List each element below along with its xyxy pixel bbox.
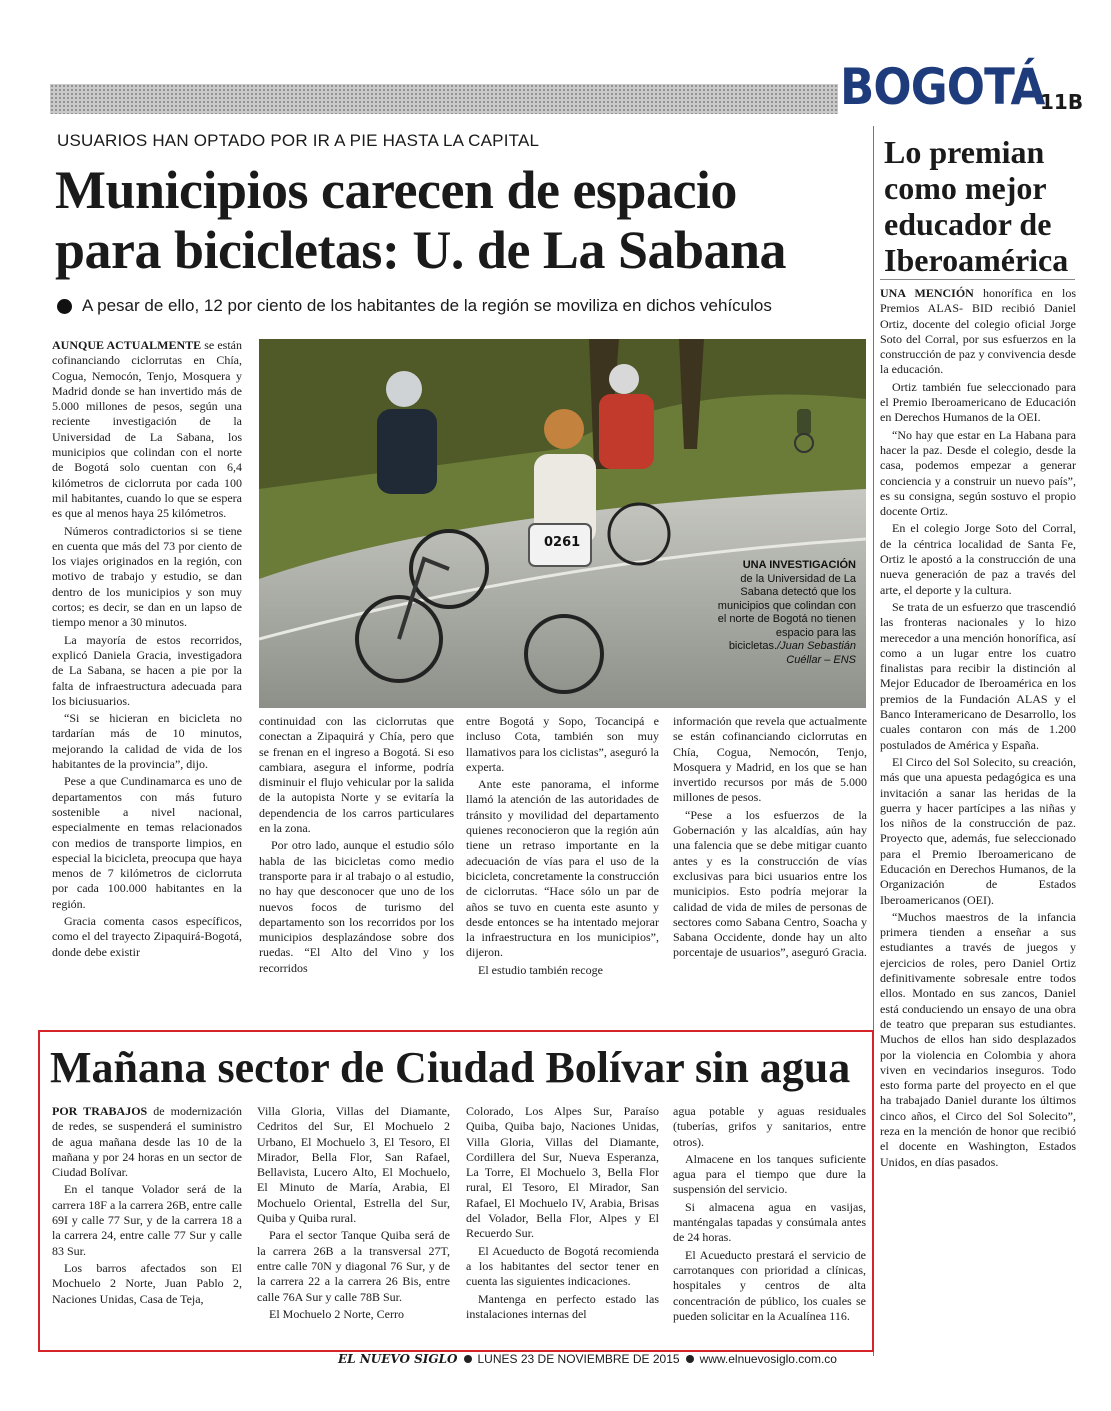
main-col1-para-1 xyxy=(52,338,242,522)
sidebar-headline xyxy=(884,134,1084,278)
box-col3-para-3: Mantenga en perfecto estado las instalaciones internas del xyxy=(466,1291,659,1321)
main-col1-para-4: “Si se hicieran en bicicleta no tardarían más de 10 minutos, mejorando la calidad de vida de los habitantes de la provincia”, dijo. xyxy=(52,711,242,772)
box-col4-para-1: agua potable y aguas residuales (tuberías, grifos y sanitarios, entre otros). xyxy=(673,1104,866,1149)
box-lead: POR TRABAJOS xyxy=(52,1104,148,1118)
bib-number: 0261 xyxy=(544,535,581,550)
box-col4-para-3: Si almacena agua en vasijas, manténgalas tapadas y consúmala antes de 24 horas. xyxy=(673,1199,866,1245)
box-column-4 xyxy=(673,1104,866,1326)
sidebar-para-1 xyxy=(880,286,1076,378)
photo-caption-lead: UNA INVESTIGACIÓN xyxy=(742,559,856,571)
main-col3-para-1: entre Bogotá y Sopo, Tocancipá e incluso Cota, también son muy llamativos para los ciclistas”, aseguró la experta. xyxy=(466,714,659,774)
main-col4-para-2: “Pese a los esfuerzos de la Gobernación y las alcaldías, aún hay una falencia que se debe mitigar cuanto antes y es la construcción de vías exclusivas para bici usuarios entre los municipios. Esto podría mejorar la calidad de vida de miles de personas de sectores como Sabana Centro, Soacha y Sabana Occidente, donde hay un alto porcentaje de usuarios”, aseguró Gracia. xyxy=(673,807,867,960)
main-deck-text: A pesar de ello, 12 por ciento de los habitantes de la región se moviliza en dichos vehículos xyxy=(82,296,772,315)
box-col2-para-2: Para el sector Tanque Quiba será de la carrera 26B a la transversal 27T, entre calle 70N y diagonal 76 Sur, y de la carrera 22 a la carrera 26 Bis, entre calle 76A Sur y calle 78B Sur. xyxy=(257,1228,450,1304)
footer-date: LUNES 23 DE NOVIEMBRE DE 2015 xyxy=(477,1352,680,1366)
box-col3-para-1: Colorado, Los Alpes Sur, Paraíso Quiba, Quiba bajo, Naciones Unidas, Villa Gloria, Villas del Diamante, Cordillera del Sur, Nueva Esperanza, La Torre, El Mochuelo 3, Bella Flor rural, El Tesoro, El Mirador, San Rafael, El Mochuelo IV, Arabia, Brisas del Volador, Bella Flor, Alpes y El Recuerdo Sur. xyxy=(466,1104,659,1241)
main-headline xyxy=(55,160,865,280)
sidebar-para-4: En el colegio Jorge Soto del Corral, de la céntrica localidad de Santa Fe, Ortiz le apostó a la construcción de una nueva generación de paz a través del arte, el deporte y la cultura. xyxy=(880,521,1076,597)
main-column-3 xyxy=(466,714,659,980)
main-lead: AUNQUE ACTUALMENTE xyxy=(52,338,202,352)
main-column-2 xyxy=(259,714,454,978)
box-col1-para-3: Los barros afectados son El Mochuelo 2 Norte, Juan Pablo 2, Naciones Unidas, Casa de Teja, xyxy=(52,1260,242,1306)
section-title: BOGOTÁ xyxy=(840,58,1045,116)
main-headline-line-2: para bicicletas: U. de La Sabana xyxy=(55,220,787,280)
sidebar-headline-line-1: Lo premian xyxy=(884,134,1045,170)
main-col1-para-5: Pese a que Cundinamarca es uno de departamentos con más futuro sostenible a nivel nacional, especialmente en temas relacionados con medios de transporte limpios, en especial la bicicleta, preocupa que haya menos de 7 kilómetros de ciclorruta por cada 100.000 habitantes en la región. xyxy=(52,774,242,911)
box-col1-para-1 xyxy=(52,1104,242,1180)
photo-caption xyxy=(711,559,856,667)
main-headline-line-1: Municipios carecen de espacio xyxy=(55,160,737,220)
main-kicker: USUARIOS HAN OPTADO POR IR A PIE HASTA LA CAPITAL xyxy=(57,131,540,150)
box-col3-para-2: El Acueducto de Bogotá recomienda a los habitantes del sector tener en cuenta las siguientes indicaciones. xyxy=(466,1243,659,1289)
sidebar-para-7: “Muchos maestros de la infancia primera tienden a enseñar a sus estudiantes a través de juegos y ejercicios de roles, pero Daniel Ortiz definitivamente sobresale entre todos ellos. Montado en sus zancos, Daniel está conduciendo un ensayo de una obra de teatro que preparan sus estudiantes. Muchos de ellos han sido desplazados por la violencia en Colombia y ahora viven en vecindarios inseguros. Todo esto forma parte del proyecto en el que ha trabajado Daniel durante los últimos cinco años, el Circo del Sol Solecito”, reza en la mención de honor que recibió el docente en Washington, Estados Unidos, en días pasados. xyxy=(880,909,1076,1169)
sidebar-para-6: El Circo del Sol Solecito, su creación, más que una apuesta pedagógica es una invitación a sanar las heridas de la guerra y hacer partícipes a las niñas y los niños de la construcción de paz. Proyecto que, además, fue seleccionado para el Premio Iberoamericano de Educación en Derechos Humanos, de la Organización de Estados Iberoamericanos (OEI). xyxy=(880,754,1076,907)
sidebar-rule xyxy=(880,279,1075,280)
photo-caption-text: de la Universidad de La Sabana detectó que los municipios que colindan con el norte de Bogotá no tienen espacio para las bicicletas. xyxy=(717,572,856,652)
box-col4-para-4: El Acueducto prestará el servicio de carrotanques con prioridad a clínicas, hospitales y centros de alta concentración de público, los cuales se pueden solicitar en la Acualínea 116. xyxy=(673,1247,866,1323)
main-col1-text-1: se están cofinanciando ciclorrutas en Chía, Cogua, Nemocón, Tenjo, Mosquera y Madrid donde se han invertido más de 5.000 millones de pesos, según una reciente investigación de la Universidad de La Sabana, los municipios que colindan con el norte de Bogotá solo cuentan con 6,4 kilómetros de ciclorruta por cada 100 mil habitantes, cuando lo que se espera es que al menos haya 25 kilómetros. xyxy=(52,338,242,521)
footer-dot-icon xyxy=(686,1355,694,1363)
sidebar-headline-line-2: como mejor xyxy=(884,170,1047,206)
box-col1-para-2: En el tanque Volador será de la carrera 18F a la carrera 26B, entre calle 69I y calle 77 Sur, y de la carrera 18 a la carrera 24, entre calle 77 Sur y calle 83 Sur. xyxy=(52,1182,242,1258)
main-col1-para-2: Números contradictorios si se tiene en cuenta que más del 73 por ciento de los viajes originados en la región, con motivo de trabajo y estudio, se dan dentro de los municipios y son muy cortos; es decir, se dan en un lapso de tiempo menor a 30 minutos. xyxy=(52,523,242,630)
main-deck xyxy=(57,296,862,316)
box-column-2 xyxy=(257,1104,450,1324)
main-col2-para-1: continuidad con las ciclorrutas que conectan a Zipaquirá y Chía, pero que se frenan en el ingreso a Bogotá. Si eso cambiara, asegura el informe, podría disminuir el flujo vehicular por la salida de la autopista Norte y se evitaría la dependencia de los carros particulares en la zona. xyxy=(259,714,454,836)
box-col1-text-1: de modernización de redes, se suspenderá el suministro de agua mañana desde las 10 de la mañana y por 24 horas en un sector de Ciudad Bolívar. xyxy=(52,1104,242,1180)
page-footer xyxy=(338,1352,837,1366)
cyclists-photo xyxy=(259,339,866,708)
sidebar-text-1: honorífica en los Premios ALAS- BID recibió Daniel Ortiz, docente del colegio oficial Jorge Soto del Corral, por sus esfuerzos en la construcción de paz y convivencia desde la educación. xyxy=(880,286,1076,377)
footer-url[interactable]: www.elnuevosiglo.com.co xyxy=(699,1352,837,1366)
main-col1-para-3: La mayoría de estos recorridos, explicó Daniela Gracia, investigadora de La Sabana, se hacen a pie por la falta de infraestructura adecuada para los biciusuarios. xyxy=(52,632,242,708)
main-col4-para-1: información que revela que actualmente se están cofinanciando ciclorrutas en Chía, Cogua, Nemocón, Tenjo, Mosquera y Madrid, en los que se han invertido recursos por más de 5.000 millones de pesos. xyxy=(673,714,867,805)
sidebar-para-2: Ortiz también fue seleccionado para el Premio Iberoamericano de Educación en Derechos Humanos de la OEI. xyxy=(880,379,1076,425)
footer-dot-icon xyxy=(464,1355,472,1363)
main-column-1 xyxy=(52,338,242,962)
main-column-4 xyxy=(673,714,867,963)
main-col2-para-2: Por otro lado, aunque el estudio sólo habla de las bicicletas como medio transporte para ir al trabajo o al estudio, no hay que desconocer que uno de los nuevos focos de turismo del departamento son los recorridos por los municipios desplazándose sobre dos ruedas. “El Alto del Vino y los recorridos xyxy=(259,838,454,975)
newspaper-logo: EL NUEVO SIGLO xyxy=(338,1352,458,1366)
sidebar-lead: UNA MENCIÓN xyxy=(880,286,974,300)
box-headline: Mañana sector de Ciudad Bolívar sin agua xyxy=(50,1043,851,1092)
box-col4-para-2: Almacene en los tanques suficiente agua para el tiempo que dure la suspensión del servicio. xyxy=(673,1151,866,1197)
sidebar-column xyxy=(880,286,1076,1172)
sidebar-headline-line-3: educador de xyxy=(884,206,1052,242)
sidebar-para-5: Se trata de un esfuerzo que trascendió las fronteras nacionales y lo hizo merecedor a una mención honorífica, así como a un lugar entre los cuatro finalistas para recibir la distinción al Mejor Educador de Iberoamérica en los premios de la Fundación ALAS y el Banco Interamericano de Desarrollo, los cuales contaron con más de 1.200 postulados de América y España. xyxy=(880,599,1076,752)
sidebar-para-3: “No hay que estar en La Habana para hacer la paz. Desde el colegio, desde la casa, podemos empezar a generar conciencia y a construir un nuevo país”, es su consigna, según sostuvo el propio docente Ortiz. xyxy=(880,427,1076,519)
header-band xyxy=(50,84,838,114)
box-col2-para-1: Villa Gloria, Villas del Diamante, Cedritos del Sur, El Mochuelo 2 Urbano, El Mochuelo 3, El Tesoro, El Mirador, Bella Flor, San Rafael, Bellavista, Lucero Alto, El Mochuelo, El Minuto de María, Arabia, El Mochuelo Oriental, Estrella del Sur, Quiba y Quiba rural. xyxy=(257,1104,450,1226)
box-column-1 xyxy=(52,1104,242,1309)
sidebar-headline-line-4: Iberoamérica xyxy=(884,242,1069,278)
page-number: 11B xyxy=(1040,90,1084,114)
photo-credit: /Juan Sebastián Cuéllar – ENS xyxy=(777,640,856,666)
main-col3-para-3: El estudio también recoge xyxy=(478,962,603,977)
main-col1-para-6: Gracia comenta casos específicos, como el del trayecto Zipaquirá-Bogotá, donde debe existir xyxy=(52,913,242,959)
bullet-icon xyxy=(57,299,72,314)
box-col2-para-3: El Mochuelo 2 Norte, Cerro xyxy=(269,1306,404,1321)
main-col3-para-2: Ante este panorama, el informe llamó la atención de las autoridades de tránsito y movilidad del departamento quienes reconocieron que la región aún tiene un retraso importante en la adecuación de vías para el uso de la bicicleta, concretamente la construcción de ciclorrutas. “Hace sólo un par de años se tuvo en cuenta este asunto y desde entonces se ha intentado mejorar la infraestructura en los municipios”, dijeron. xyxy=(466,777,659,960)
box-column-3 xyxy=(466,1104,659,1324)
